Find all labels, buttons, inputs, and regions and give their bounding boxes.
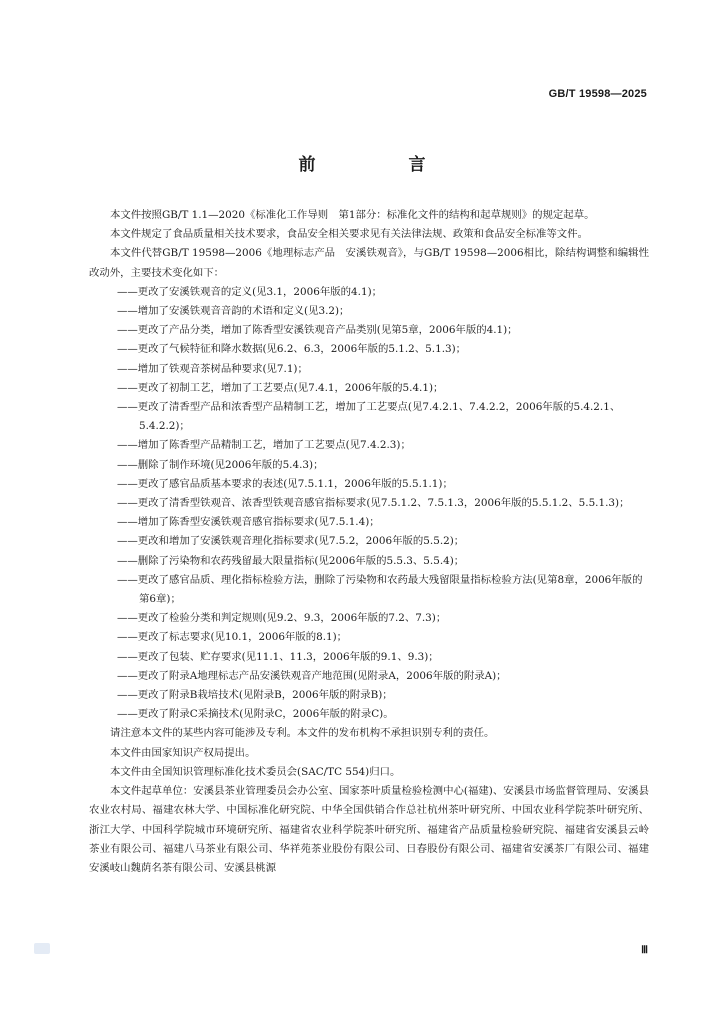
list-item: ——更改了安溪铁观音的定义(见3.1，2006年版的4.1)； xyxy=(117,285,383,298)
list-item: ——更改了感官品质基本要求的表述(见7.5.1.1，2006年版的5.5.1.1)； xyxy=(117,477,453,490)
corner-mark xyxy=(34,943,50,954)
page-title: 前 言 xyxy=(298,155,464,175)
page-number: Ⅲ xyxy=(641,945,648,956)
list-item: ——更改了清香型产品和浓香型产品精制工艺，增加了工艺要点(见7.4.2.1、7.4.2.2，2006年版的5.4.2.1、5.4.2.2)； xyxy=(117,401,621,433)
list-item: ——增加了陈香型安溪铁观音感官指标要求(见7.5.1.4)； xyxy=(117,516,380,529)
changes-list xyxy=(89,283,649,725)
committee-statement: 本文件由全国知识管理标准化技术委员会(SAC/TC 554)归口。 xyxy=(110,765,401,778)
list-item: ——更改了气候特征和降水数据(见6.2、6.3，2006年版的5.1.2、5.1.3)； xyxy=(117,343,467,356)
intro-paragraph: 本文件规定了食品质量相关技术要求，食品安全相关要求见有关法律法规、政策和食品安全标准等文件。 xyxy=(110,228,588,241)
list-item: ——删除了制作环境(见2006年版的5.4.3)； xyxy=(117,458,324,471)
list-item: ——增加了陈香型产品精制工艺，增加了工艺要点(见7.4.2.3)； xyxy=(117,439,411,452)
drafting-units: 本文件起草单位：安溪县茶业管理委员会办公室、国家茶叶质量检验检测中心(福建)、安溪县市场监督管理局、安溪县农业农村局、福建农林大学、中国标准化研究院、中华全国供销合作总社杭州茶叶研究所、中国农业科学院茶叶研究所、浙江大学、中国科学院城市环境研究所、福建省农业科学院茶叶研究所、福建省产品质量检验研究院、福建省安溪县云岭茶业有限公司、福建八马茶业有限公司、华祥苑茶业股份有限公司、日春股份有限公司、福建省安溪茶厂有限公司、福建安溪岐山魏荫名茶有限公司、安溪县桃源 xyxy=(89,785,649,874)
list-item: ——更改了初制工艺，增加了工艺要点(见7.4.1，2006年版的5.4.1)； xyxy=(117,381,444,394)
document-body xyxy=(89,206,649,878)
list-item: ——更改了清香型铁观音、浓香型铁观音感官指标要求(见7.5.1.2、7.5.1.3，2006年版的5.5.1.2、5.5.1.3)； xyxy=(117,497,630,510)
list-item: ——更改了包装、贮存要求(见11.1、11.3，2006年版的9.1、9.3)； xyxy=(117,650,439,663)
list-item: ——更改了感官品质、理化指标检验方法，删除了污染物和农药最大残留限量指标检验方法(见第8章，2006年版的第6章)； xyxy=(117,573,643,606)
intro-paragraph: 本文件代替GB/T 19598—2006《地理标志产品 安溪铁观音》，与GB/T 19598—2006相比，除结构调整和编辑性改动外，主要技术变化如下： xyxy=(89,247,649,279)
list-item: ——更改了附录B栽培技术(见附录B，2006年版的附录B)； xyxy=(117,689,393,702)
standard-number: GB/T 19598—2025 xyxy=(548,88,647,100)
patent-notice: 请注意本文件的某些内容可能涉及专利。本文件的发布机构不承担识别专利的责任。 xyxy=(110,727,495,740)
list-item: ——更改和增加了安溪铁观音理化指标要求(见7.5.2，2006年版的5.5.2)； xyxy=(117,535,465,548)
list-item: ——更改了产品分类，增加了陈香型安溪铁观音产品类别(见第5章，2006年版的4.1)； xyxy=(117,324,518,337)
list-item: ——增加了铁观音茶树品种要求(见7.1)； xyxy=(117,362,308,375)
list-item: ——删除了污染物和农药残留最大限量指标(见2006年版的5.5.3、5.5.4)； xyxy=(117,554,465,567)
proposer-statement: 本文件由国家知识产权局提出。 xyxy=(110,746,256,759)
list-item: ——更改了标志要求(见10.1，2006年版的8.1)； xyxy=(117,631,348,644)
list-item: ——更改了附录C采摘技术(见附录C，2006年版的附录C)。 xyxy=(117,708,394,721)
list-item: ——增加了安溪铁观音音韵的术语和定义(见3.2)； xyxy=(117,305,350,318)
intro-paragraph: 本文件按照GB/T 1.1—2020《标准化工作导则 第1部分：标准化文件的结构和起草规则》的规定起草。 xyxy=(110,209,595,221)
list-item: ——更改了附录A地理标志产品安溪铁观音产地范围(见附录A，2006年版的附录A)； xyxy=(117,669,507,682)
list-item: ——更改了检验分类和判定规则(见9.2、9.3，2006年版的7.2、7.3)； xyxy=(117,612,447,625)
